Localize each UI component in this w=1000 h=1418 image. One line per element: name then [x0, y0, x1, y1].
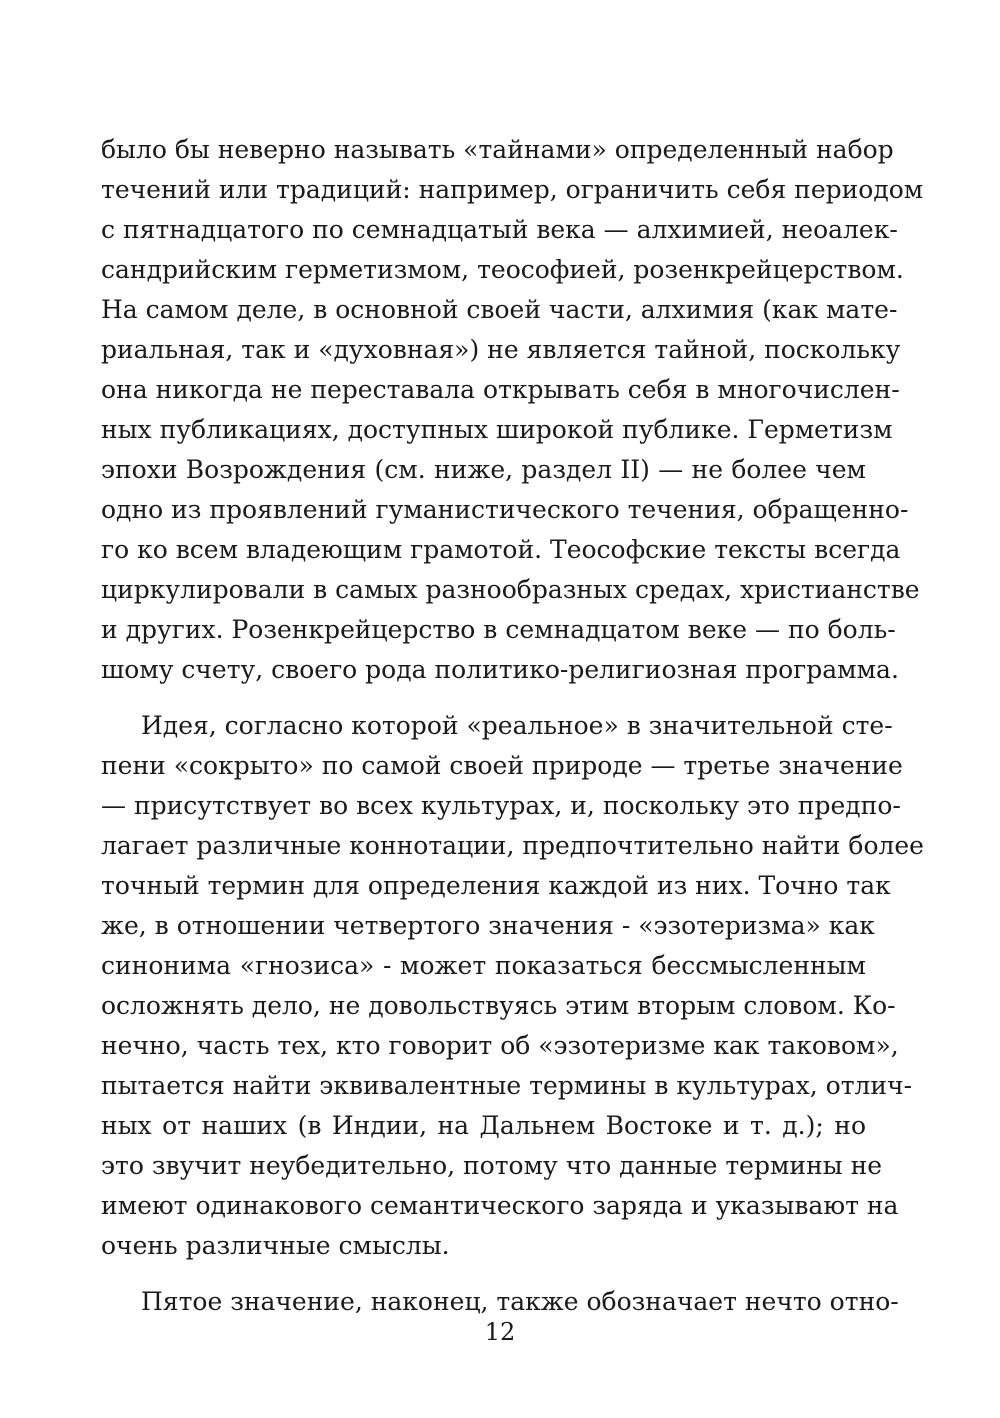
paragraph-gap: [101, 1266, 866, 1282]
text-line: было бы неверно называть «тайнами» определенный набор: [101, 135, 894, 164]
page-number: 12: [484, 1318, 516, 1346]
text-line: На самом деле, в основной своей части, алхимия (как мате-: [101, 295, 898, 324]
text-line: течений или традиций: например, ограничить себя периодом: [101, 175, 924, 204]
text-line: риальная, так и «духовная») не является тайной, поскольку: [101, 335, 901, 364]
text-line: лагает различные коннотации, предпочтительно найти более: [101, 831, 924, 860]
text-line: Идея, согласно которой «реальное» в значительной сте-: [141, 711, 893, 740]
text-line: — присутствует во всех культурах, и, поскольку это предпо-: [101, 791, 901, 820]
text-line: же, в отношении четвертого значения - «эзотеризма» как: [101, 911, 875, 940]
text-line: нечно, часть тех, кто говорит об «эзотеризме как таковом»,: [101, 1031, 899, 1060]
text-line: циркулировали в самых разнообразных средах, христианстве: [101, 575, 920, 604]
text-line: точный термин для определения каждой из них. Точно так: [101, 871, 891, 900]
text-line: с пятнадцатого по семнадцатый века — алхимией, неоалек-: [101, 215, 898, 244]
text-line: она никогда не переставала открывать себя в многочислен-: [101, 375, 900, 404]
text-line: шому счету, своего рода политико-религиозная программа.: [101, 655, 899, 684]
text-line: имеют одинакового семантического заряда и указывают на: [101, 1191, 899, 1220]
text-line: эпохи Возрождения (см. ниже, раздел II) — не более чем: [101, 455, 866, 484]
text-line: это звучит неубедительно, потому что данные термины не: [101, 1151, 883, 1180]
text-line: сандрийским герметизмом, теософией, розенкрейцерством.: [101, 255, 904, 284]
text-line: очень различные смыслы.: [101, 1231, 450, 1260]
text-line: го ко всем владеющим грамотой. Теософские тексты всегда: [101, 535, 901, 564]
text-line: одно из проявлений гуманистического течения, обращенно-: [101, 495, 909, 524]
text-line: ных от наших (в Индии, на Дальнем Востоке и т. д.); но: [101, 1111, 866, 1140]
text-line: Пятое значение, наконец, также обозначает нечто отно-: [141, 1287, 899, 1316]
text-line: синонима «гнозиса» - может показаться бессмысленным: [101, 951, 866, 980]
paragraph-gap: [101, 690, 866, 706]
text-line: ных публикациях, доступных широкой публике. Герметизм: [101, 415, 893, 444]
body-text: [101, 130, 924, 1322]
text-line: осложнять дело, не довольствуясь этим вторым словом. Ко-: [101, 991, 896, 1020]
text-line: пытается найти эквивалентные термины в культурах, отлич-: [101, 1071, 913, 1100]
text-line: пени «сокрыто» по самой своей природе — третье значение: [101, 751, 903, 780]
text-line: и других. Розенкрейцерство в семнадцатом веке — по боль-: [101, 615, 896, 644]
